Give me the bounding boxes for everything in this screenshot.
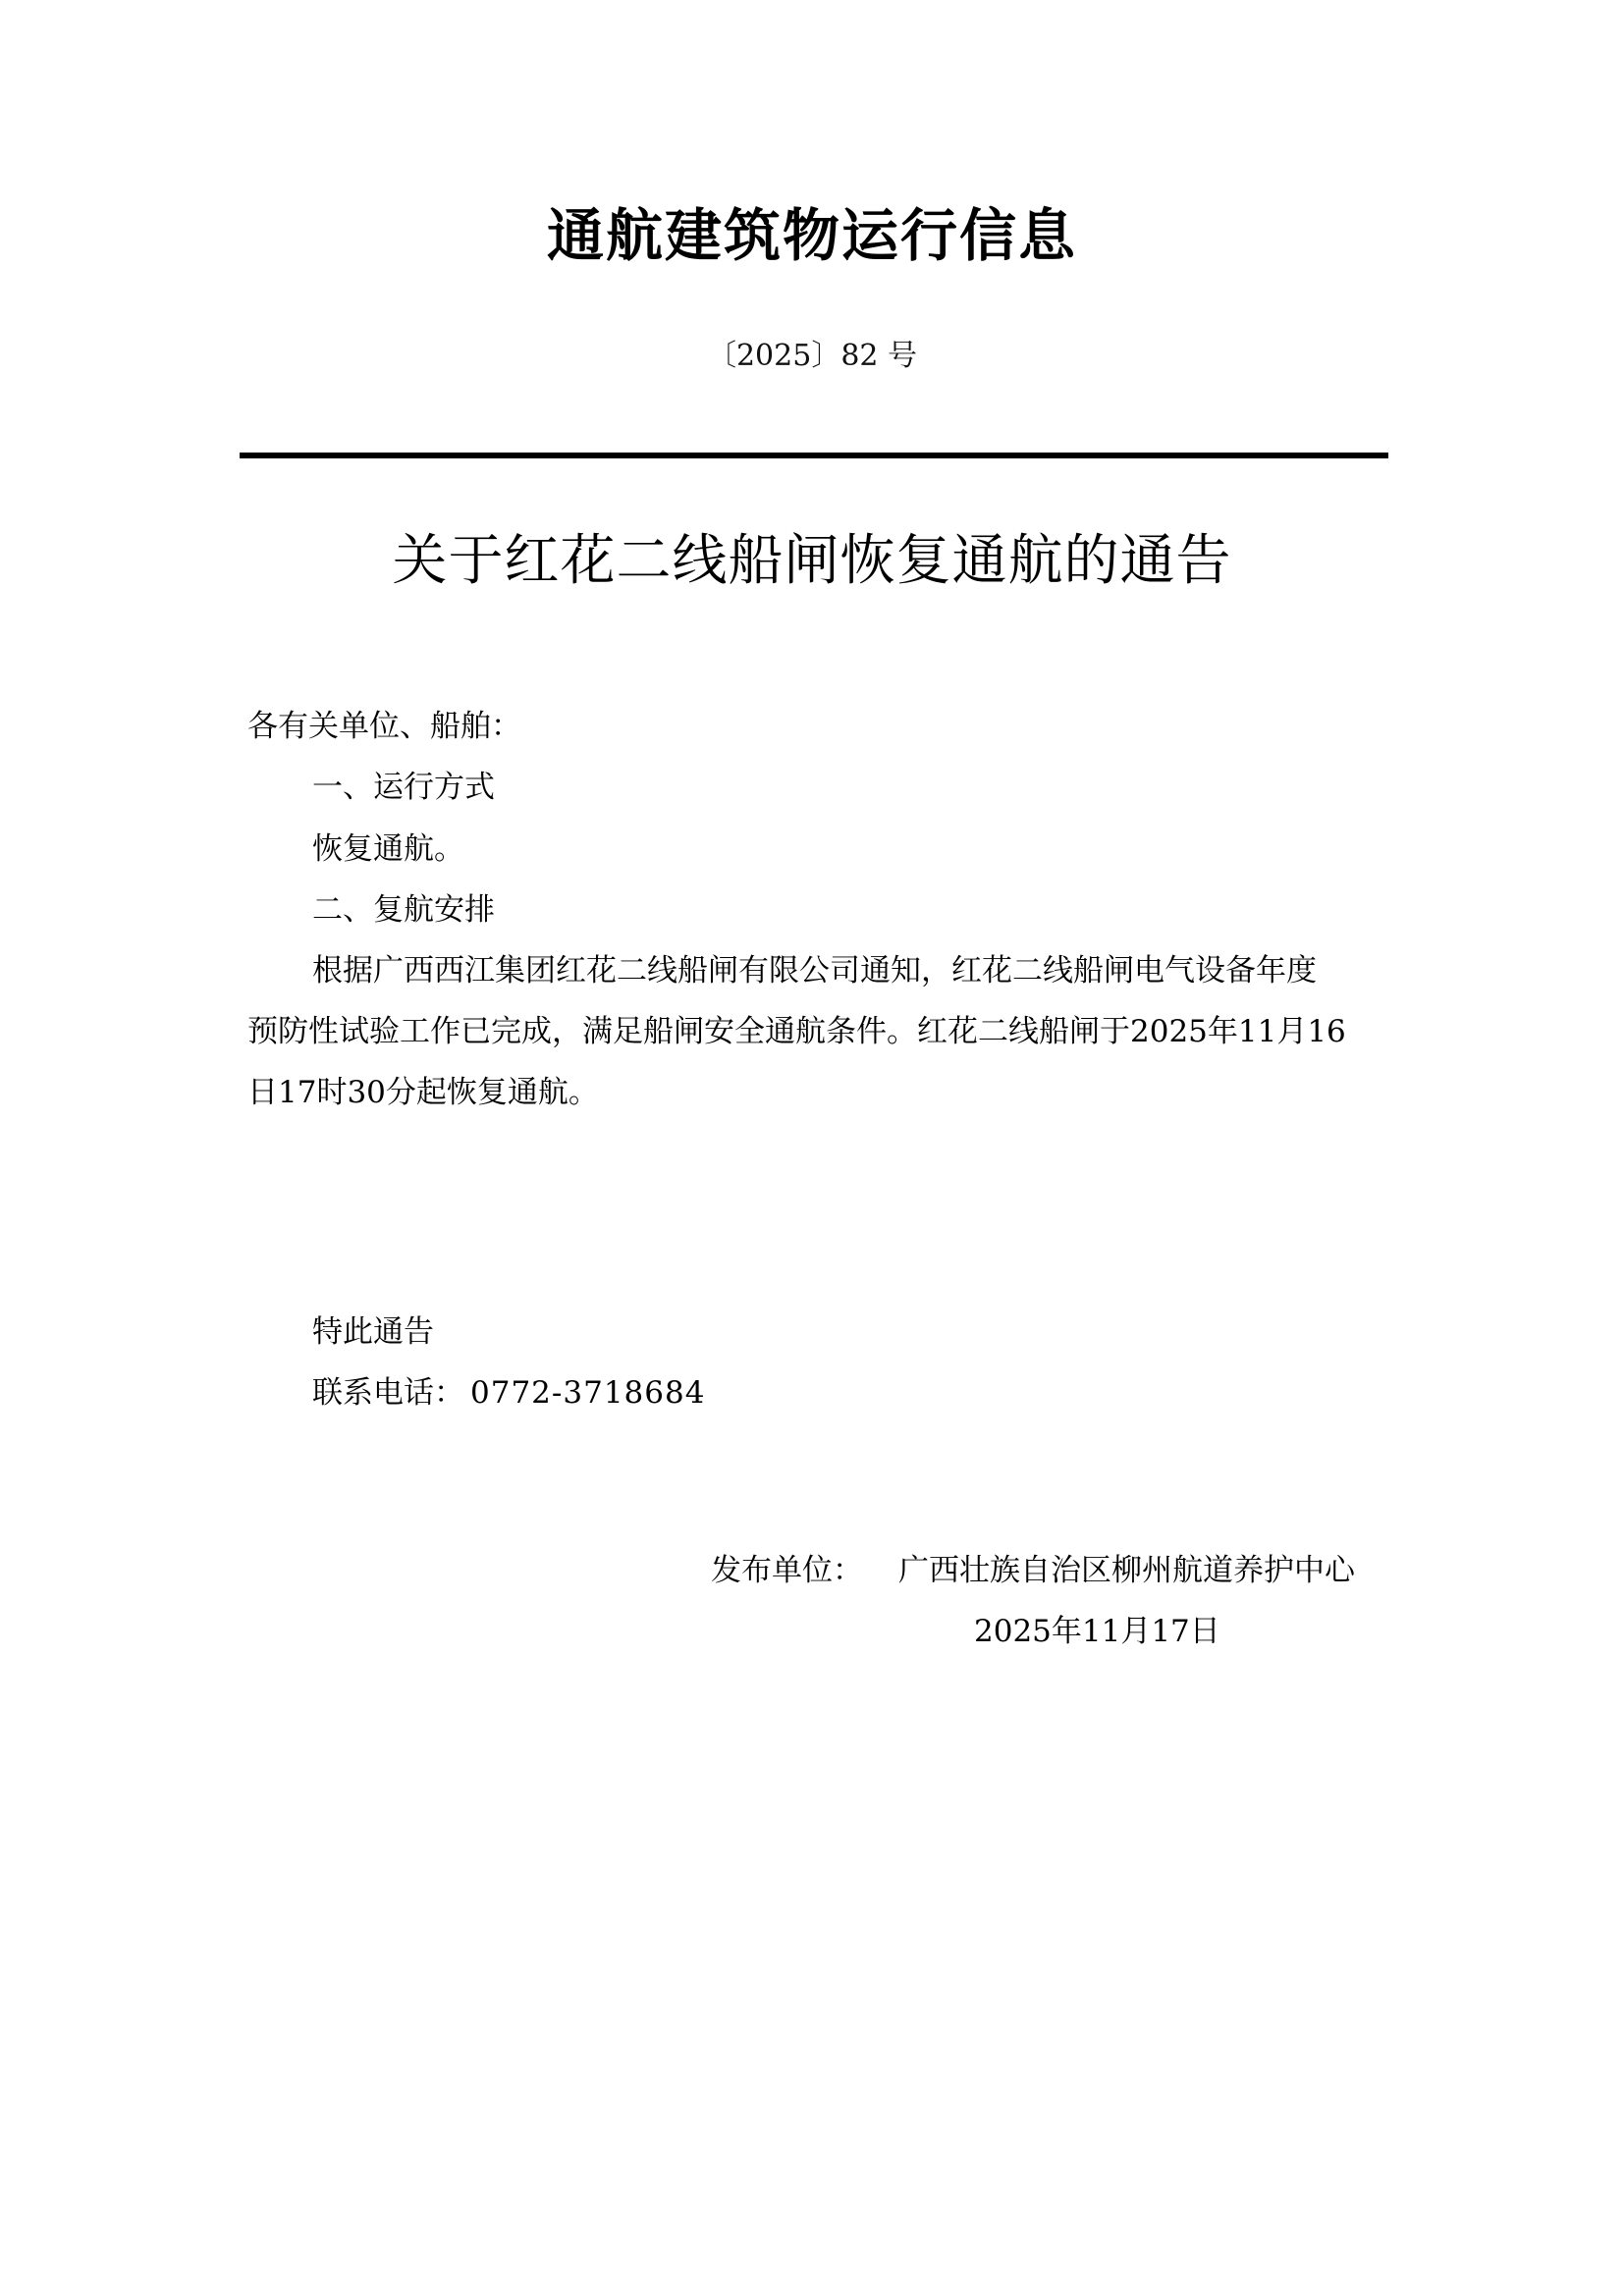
contact-label: 联系电话：	[312, 1375, 464, 1411]
section-2-paragraph-line: 日17时30分起恢复通航。	[247, 1075, 599, 1110]
document-number: 〔2025〕82 号	[706, 339, 918, 373]
publisher-line	[711, 1551, 1355, 1590]
notice-title: 关于红花二线船闸恢复通航的通告	[392, 529, 1232, 593]
section-2-heading: 二、复航安排	[312, 892, 495, 928]
contact-line	[312, 1373, 705, 1413]
contact-phone: 0772-3718684	[470, 1375, 706, 1411]
section-1-content: 恢复通航。	[312, 831, 464, 867]
section-2-paragraph-line: 根据广西西江集团红花二线船闸有限公司通知，红花二线船闸电气设备年度	[312, 953, 1317, 988]
document-header-title: 通航建筑物运行信息	[546, 202, 1077, 269]
publisher-org: 广西壮族自治区柳州航道养护中心	[898, 1553, 1355, 1588]
publish-date: 2025年11月17日	[974, 1614, 1220, 1649]
header-divider-rule	[240, 453, 1388, 458]
salutation: 各有关单位、船舶：	[247, 709, 521, 744]
section-2-paragraph-line: 预防性试验工作已完成，满足船闸安全通航条件。红花二线船闸于2025年11月16	[247, 1014, 1346, 1049]
closing-remark: 特此通告	[312, 1314, 434, 1350]
section-1-heading: 一、运行方式	[312, 770, 495, 805]
publisher-label: 发布单位：	[711, 1553, 863, 1588]
